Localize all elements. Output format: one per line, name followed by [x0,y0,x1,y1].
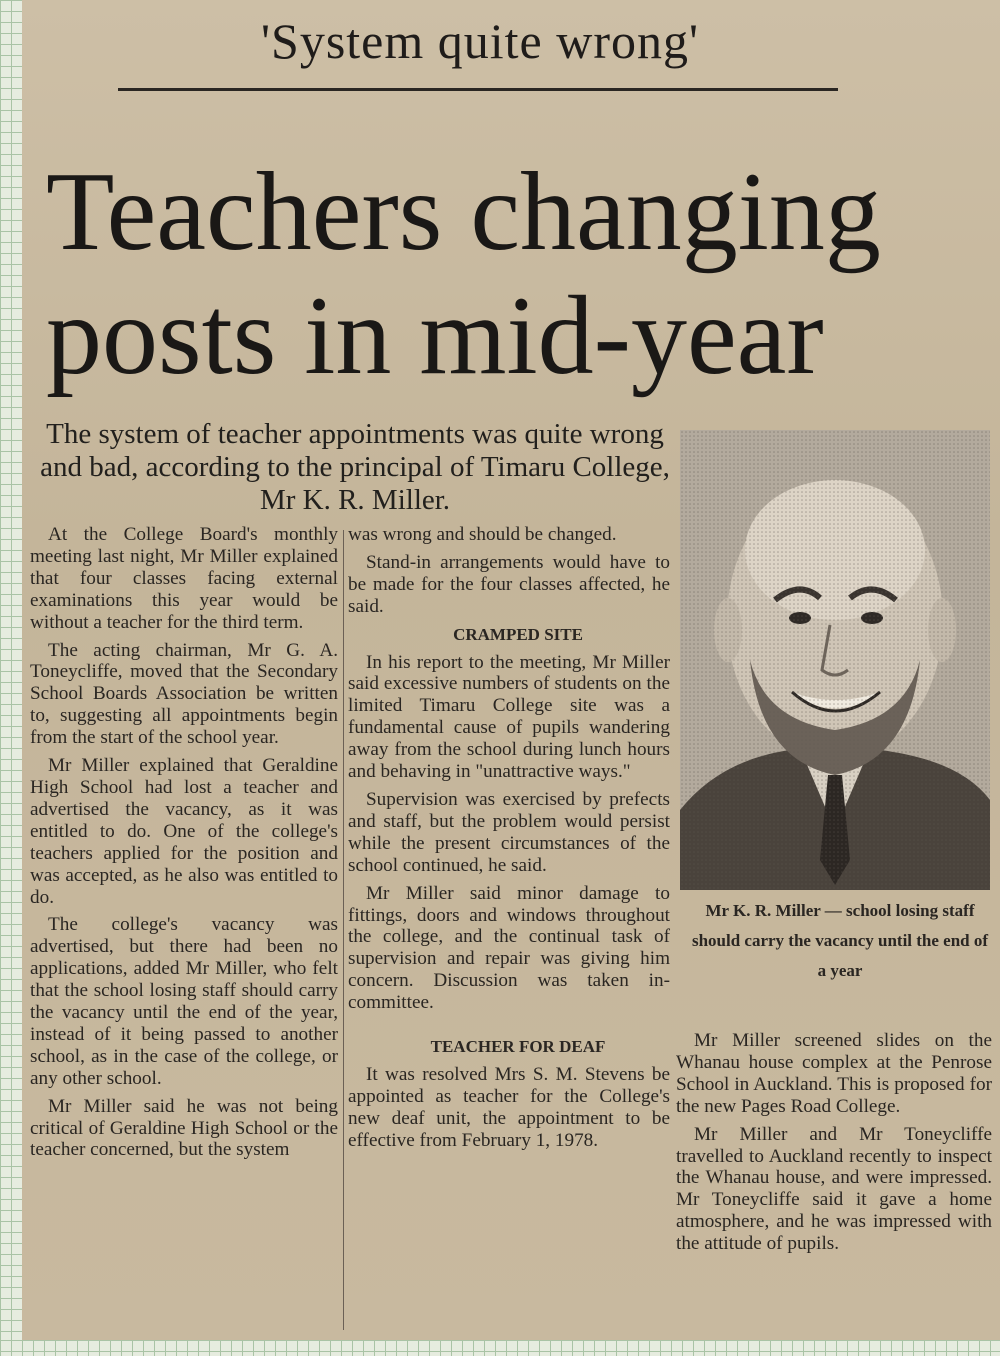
paragraph: Mr Miller said he was not being critical of Geraldine High School or the teacher concerned, but the system [30,1095,338,1161]
column-2 [348,524,670,1152]
headline-line-2: posts in mid-year [46,274,824,398]
paragraph: Mr Miller and Mr Toneycliffe travelled to Auckland recently to inspect the Whanau house, and were impressed. Mr Toneycliffe said it gave a home atmosphere, and he was impressed with the attitude of pupils. [676,1123,992,1255]
paragraph: Stand-in arrangements would have to be made for the four classes affected, he said. [348,551,670,617]
paragraph: Mr Miller screened slides on the Whanau house complex at the Penrose School in Auckland. This is proposed for the new Pages Road College. [676,1030,992,1117]
standfirst: The system of teacher appointments was quite wrong and bad, according to the principal of Timaru College, Mr K. R. Miller. [40,418,670,516]
graph-paper-bottom-edge [0,1340,1000,1356]
paragraph: Mr Miller said minor damage to fittings, doors and windows throughout the college, and the continual task of supervision and repair was giving him concern. Discussion was taken in-committee. [348,882,670,1014]
paragraph: Supervision was exercised by prefects and staff, but the problem would persist while the present circumstances of the school continued, he said. [348,788,670,876]
paragraph: In his report to the meeting, Mr Miller said excessive numbers of students on the limited Timaru College site was a fundamental cause of pupils wandering away from the school during lunch hours and behaving in "unattractive ways." [348,651,670,783]
photo-caption: Mr K. R. Miller — school losing staff should carry the vacancy until the end of a year [691,901,989,980]
column-3 [676,1030,992,1255]
headline [46,150,986,398]
column-1 [30,524,338,1161]
column-divider [343,530,344,1330]
paragraph: At the College Board's monthly meeting last night, Mr Miller explained that four classes facing external examinations this year would be without a teacher for the third term. [30,524,338,633]
graph-paper-left-edge [0,0,22,1356]
paragraph: was wrong and should be changed. [348,524,617,545]
paragraph: The college's vacancy was advertised, but there had been no applications, added Mr Miller, who felt that the school losing staff should carry the vacancy until the end of the year, instead of it being passed to another school, as in the case of the college, or any other school. [30,914,338,1089]
portrait-photo [680,430,990,890]
paragraph: It was resolved Mrs S. M. Stevens be appointed as teacher for the College's new deaf unit, the appointment to be effective from February 1, 1978. [348,1063,670,1151]
kicker-heading: 'System quite wrong' [261,13,699,69]
subhead-cramped-site: CRAMPED SITE [453,624,583,644]
paragraph: The acting chairman, Mr G. A. Toneycliffe, moved that the Secondary School Boards Association be written to, suggesting all appointments begin from the start of the school year. [30,639,338,749]
paragraph: Mr Miller explained that Geraldine High School had lost a teacher and advertised the vacancy, as it was entitled to do. One of the college's teachers applied for the position and was accepted, as he also was entitled to do. [30,755,338,908]
subhead-teacher-for-deaf: TEACHER FOR DEAF [430,1037,606,1057]
portrait-illustration [680,430,990,890]
kicker-underline [118,88,838,91]
headline-line-1: Teachers changing [46,150,881,274]
